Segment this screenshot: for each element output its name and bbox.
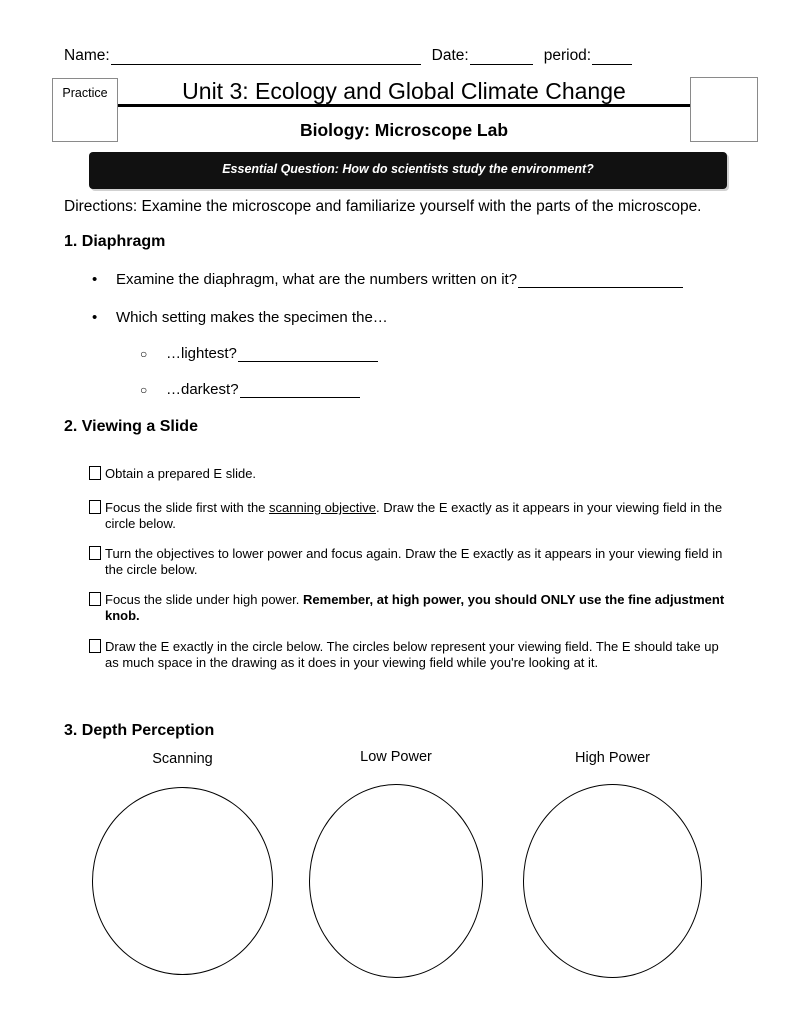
essential-question-text: Essential Question: How do scientists study the environment? [222, 162, 594, 176]
sub-bullet-item [140, 381, 361, 398]
student-info-row [64, 47, 724, 69]
sub-bullet-text: …darkest? [166, 381, 239, 398]
checklist-text: Draw the E exactly in the circle below. The circles below represent your viewing field. The E should take up as much space in the drawing as it does in your viewing field while you're looking at it. [105, 639, 719, 670]
emphasis-text: Remember, at high power, you should ONLY use the fine adjustment knob. [105, 592, 725, 623]
checklist-text: Focus the slide under high power. Remember, at high power, you should ONLY use the fine adjustment knob. [105, 592, 725, 623]
checkbox[interactable] [89, 546, 101, 560]
checklist-item [89, 639, 734, 670]
date-blank-line[interactable] [470, 51, 533, 65]
checklist-text: Focus the slide first with the scanning objective. Draw the E exactly as it appears in your viewing field in the circle below. [105, 500, 723, 531]
circle-label-high-power: High Power [575, 750, 650, 766]
title-divider [118, 104, 690, 107]
hollow-bullet-icon: ○ [140, 347, 148, 361]
checklist-text: Obtain a prepared E slide. [105, 466, 257, 481]
circle-label-scanning: Scanning [152, 751, 213, 767]
practice-tag-label: Practice [62, 86, 108, 100]
answer-blank-line[interactable] [518, 274, 683, 288]
page-subtitle: Biology: Microscope Lab [299, 120, 509, 140]
name-label: Name: [64, 47, 110, 64]
date-label: Date: [431, 47, 469, 64]
checkbox[interactable] [89, 592, 101, 606]
directions-text: Directions: Examine the microscope and familiarize yourself with the parts of the microscope. [64, 198, 702, 215]
bullet-item [92, 309, 388, 326]
answer-blank-line[interactable] [240, 384, 360, 398]
sub-bullet-item [140, 345, 379, 362]
score-box[interactable] [690, 77, 758, 142]
checkbox[interactable] [89, 500, 101, 514]
answer-blank-line[interactable] [238, 348, 378, 362]
checklist-text: Turn the objectives to lower power and focus again. Draw the E exactly as it appears in your viewing field in the circle below. [105, 546, 723, 577]
section-heading-viewing-a-slide: 2. Viewing a Slide [64, 418, 198, 435]
section-heading-diaphragm: 1. Diaphragm [64, 233, 166, 250]
checklist-item [89, 592, 734, 623]
bullet-dot-icon: • [92, 271, 98, 288]
page-title: Unit 3: Ecology and Global Climate Change [182, 78, 626, 104]
checklist-item [89, 466, 734, 482]
section-heading-depth-perception: 3. Depth Perception [64, 722, 215, 739]
essential-question-banner [89, 152, 727, 189]
checklist-item [89, 546, 734, 577]
drawing-circle-high-power[interactable] [523, 784, 702, 978]
drawing-circle-scanning[interactable] [92, 787, 273, 975]
bullet-text: Which setting makes the specimen the… [116, 309, 388, 326]
practice-tag-box [52, 78, 118, 142]
sub-bullet-text: …lightest? [166, 345, 237, 362]
period-blank-line[interactable] [592, 51, 632, 65]
bullet-text: Examine the diaphragm, what are the numbers written on it? [116, 271, 518, 288]
drawing-circle-low-power[interactable] [309, 784, 483, 978]
checkbox[interactable] [89, 466, 101, 480]
checkbox[interactable] [89, 639, 101, 653]
period-label: period: [543, 47, 592, 64]
checklist-item [89, 500, 734, 531]
bullet-dot-icon: • [92, 309, 98, 326]
hollow-bullet-icon: ○ [140, 383, 148, 397]
underlined-term: scanning objective [269, 500, 376, 515]
circle-label-low-power: Low Power [360, 749, 432, 765]
name-blank-line[interactable] [111, 51, 421, 65]
bullet-item [92, 271, 684, 288]
